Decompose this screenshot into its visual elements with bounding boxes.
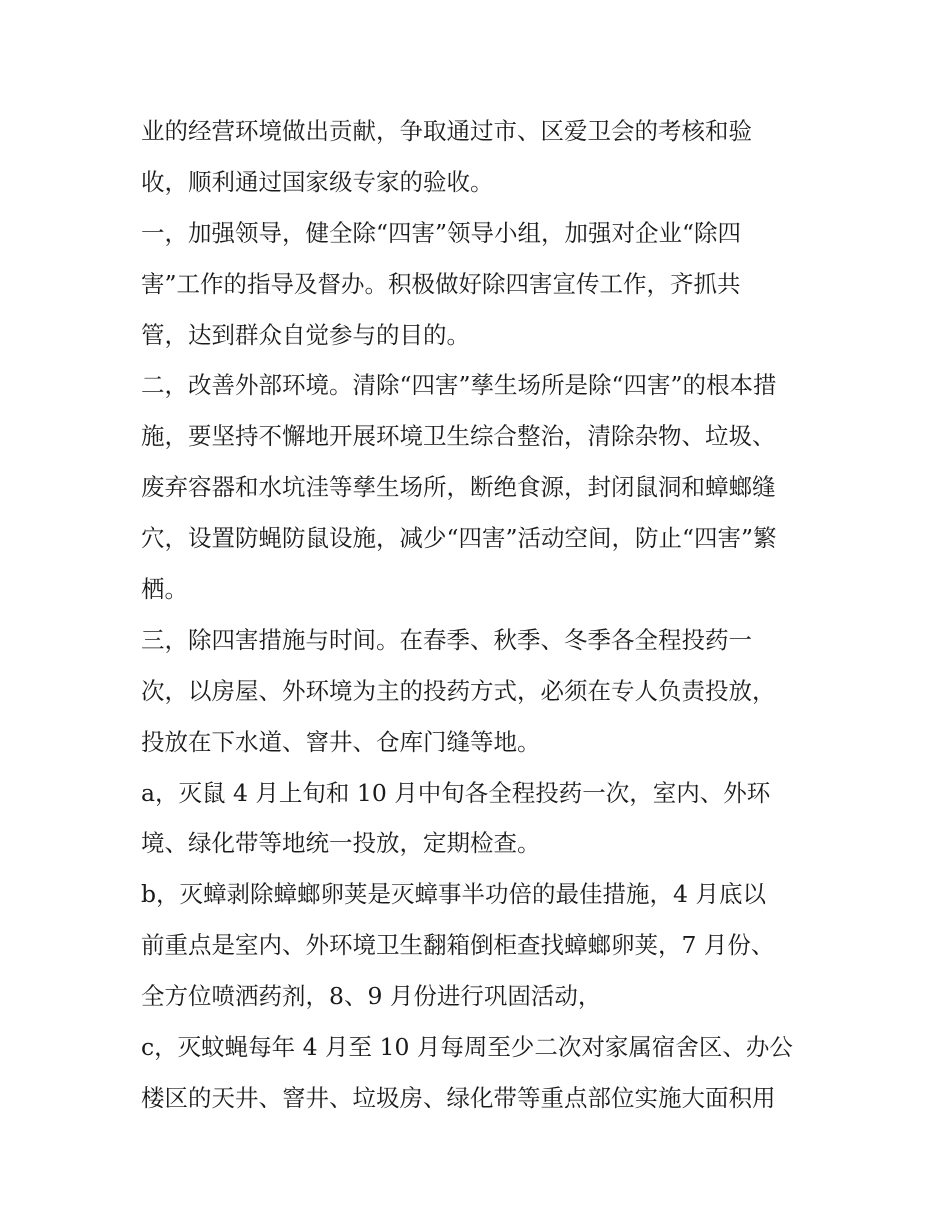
text-line-10: 栖。 — [141, 575, 188, 604]
text-line-5: 管，达到群众自觉参与的目的。 — [141, 320, 470, 349]
text-line-9: 穴，设置防蝇防鼠设施，减少“四害”活动空间，防止“四害”繁 — [141, 524, 777, 553]
text-line-18: 全方位喷洒药剂，8、9 月份进行巩固活动， — [141, 982, 602, 1011]
text-line-2: 收，顺利通过国家级专家的验收。 — [141, 167, 494, 196]
text-line-4: 害”工作的指导及督办。积极做好除四害宣传工作，齐抓共 — [141, 269, 741, 298]
text-line-16: b，灭蟑剥除蟑螂卵荚是灭蟑事半功倍的最佳措施，4 月底以 — [141, 880, 766, 909]
text-line-17: 前重点是室内、外环境卫生翻箱倒柜查找蟑螂卵荚，7 月份、 — [141, 931, 775, 960]
text-line-20: 楼区的天井、窨井、垃圾房、绿化带等重点部位实施大面积用 — [141, 1083, 776, 1112]
document-body — [141, 111, 821, 1129]
text-line-14: a，灭鼠 4 月上旬和 10 月中旬各全程投药一次，室内、外环 — [141, 778, 771, 807]
text-line-12: 次，以房屋、外环境为主的投药方式，必须在专人负责投放， — [141, 676, 776, 705]
text-line-3: 一，加强领导，健全除“四害”领导小组，加强对企业“除四 — [141, 218, 742, 247]
text-line-15: 境、绿化带等地统一投放，定期检查。 — [141, 829, 541, 858]
text-line-19: c，灭蚊蝇每年 4 月至 10 月每周至少二次对家属宿舍区、办公 — [141, 1033, 793, 1062]
text-line-1: 业的经营环境做出贡献，争取通过市、区爱卫会的考核和验 — [141, 117, 752, 145]
text-line-8: 废弃容器和水坑洼等孳生场所，断绝食源，封闭鼠洞和蟑螂缝 — [141, 473, 776, 502]
text-line-6: 二，改善外部环境。清除“四害”孳生场所是除“四害”的根本措 — [141, 371, 777, 400]
text-line-7: 施，要坚持不懈地开展环境卫生综合整治，清除杂物、垃圾、 — [141, 422, 776, 451]
text-line-13: 投放在下水道、窨井、仓库门缝等地。 — [141, 727, 541, 756]
text-line-11: 三，除四害措施与时间。在春季、秋季、冬季各全程投药一 — [141, 625, 752, 654]
